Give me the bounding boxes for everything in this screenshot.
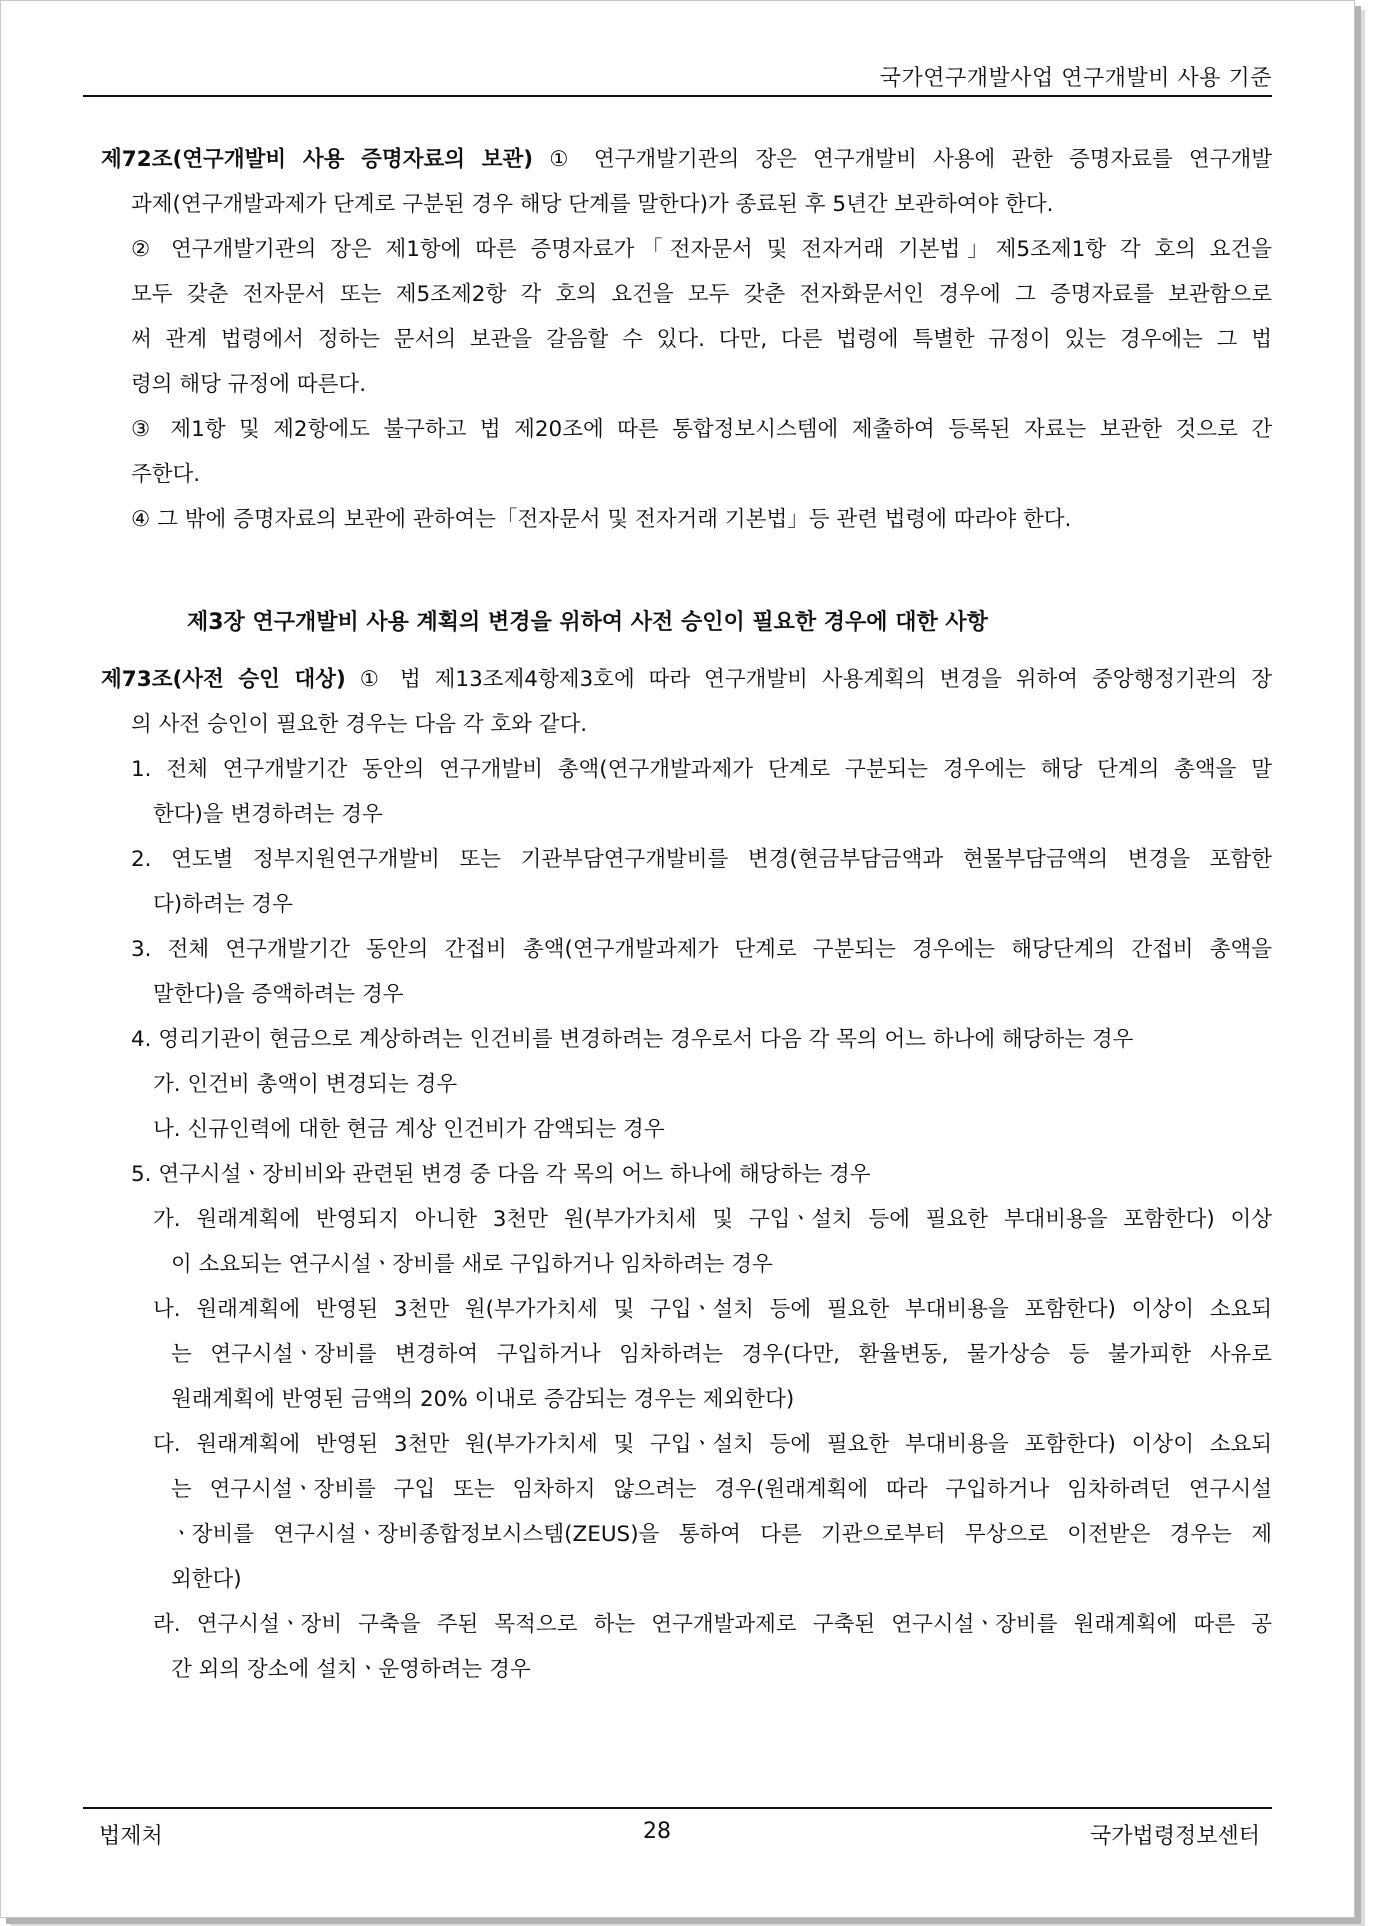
item-5-sub-da-line-3: ㆍ장비를 연구시설ㆍ장비종합정보시스템(ZEUS)을 통하여 다른 기관으로부터 무상으로 이전받은 경우는 제 bbox=[171, 1522, 1272, 1547]
item-1-line-1: 1. 전체 연구개발기간 동안의 연구개발비 총액(연구개발과제가 단계로 구분되는 경우에는 해당 단계의 총액을 말 bbox=[131, 757, 1272, 782]
item-4-line-1: 4. 영리기관이 현금으로 계상하려는 인건비를 변경하려는 경우로서 다음 각 목의 어느 하나에 해당하는 경우 bbox=[131, 1027, 1134, 1052]
item-5-sub-ga-line-2: 이 소요되는 연구시설ㆍ장비를 새로 구입하거나 임차하려는 경우 bbox=[171, 1252, 773, 1277]
item-5-sub-ra-line-2: 간 외의 장소에 설치ㆍ운영하려는 경우 bbox=[171, 1657, 531, 1682]
item-5-sub-da-line-2: 는 연구시설ㆍ장비를 구입 또는 임차하지 않으려는 경우(원래계획에 따라 구입하거나 임차하려던 연구시설 bbox=[171, 1477, 1272, 1502]
article-72-para-3-line-2: 주한다. bbox=[131, 462, 201, 487]
item-1-line-2: 한다)을 변경하려는 경우 bbox=[153, 802, 383, 827]
item-5-sub-ga-line-1: 가. 원래계획에 반영되지 아니한 3천만 원(부가가치세 및 구입ㆍ설치 등에 필요한 부대비용을 포함한다) 이상 bbox=[153, 1207, 1272, 1232]
item-2-line-2: 다)하려는 경우 bbox=[153, 892, 293, 917]
item-5-sub-ra-line-1: 라. 연구시설ㆍ장비 구축을 주된 목적으로 하는 연구개발과제로 구축된 연구시설ㆍ장비를 원래계획에 따른 공 bbox=[153, 1612, 1272, 1637]
item-5-sub-na-line-3: 원래계획에 반영된 금액의 20% 이내로 증감되는 경우는 제외한다) bbox=[171, 1387, 795, 1412]
footer-publisher: 법제처 bbox=[99, 1824, 163, 1849]
running-header: 국가연구개발사업 연구개발비 사용 기준 bbox=[879, 66, 1272, 91]
item-3-line-2: 말한다)을 증액하려는 경우 bbox=[153, 982, 404, 1007]
article-73-line-2: 의 사전 승인이 필요한 경우는 다음 각 호와 같다. bbox=[131, 712, 588, 737]
article-73-line-1: 제73조(사전 승인 대상) ① 법 제13조제4항제3호에 따라 연구개발비 사용계획의 변경을 위하여 중앙행정기관의 장 bbox=[101, 667, 1272, 692]
article-72-para-2-line-4: 령의 해당 규정에 따른다. bbox=[131, 372, 367, 397]
article-72-line-1: 제72조(연구개발비 사용 증명자료의 보관) ① 연구개발기관의 장은 연구개발비 사용에 관한 증명자료를 연구개발 bbox=[101, 147, 1272, 172]
footer-rule bbox=[83, 1807, 1272, 1809]
item-4-sub-ga: 가. 인건비 총액이 변경되는 경우 bbox=[153, 1072, 458, 1097]
article-72-para-3-line-1: ③ 제1항 및 제2항에도 불구하고 법 제20조에 따른 통합정보시스템에 제출하여 등록된 자료는 보관한 것으로 간 bbox=[131, 417, 1272, 442]
item-5-sub-da-line-1: 다. 원래계획에 반영된 3천만 원(부가가치세 및 구입ㆍ설치 등에 필요한 부대비용을 포함한다) 이상이 소요되 bbox=[153, 1432, 1272, 1457]
article-72-para-4-line-1: ④ 그 밖에 증명자료의 보관에 관하여는「전자문서 및 전자거래 기본법」등 관련 법령에 따라야 한다. bbox=[131, 507, 1072, 532]
article-73-heading: 제73조(사전 승인 대상) bbox=[101, 667, 346, 692]
footer-source: 국가법령정보센터 bbox=[1089, 1824, 1260, 1849]
chapter-3-title: 제3장 연구개발비 사용 계획의 변경을 위하여 사전 승인이 필요한 경우에 대한 사항 bbox=[187, 610, 988, 635]
article-72-line-2: 과제(연구개발과제가 단계로 구분된 경우 해당 단계를 말한다)가 종료된 후 5년간 보관하여야 한다. bbox=[131, 192, 1054, 217]
item-2-line-1: 2. 연도별 정부지원연구개발비 또는 기관부담연구개발비를 변경(현금부담금액과 현물부담금액의 변경을 포함한 bbox=[131, 847, 1272, 872]
document-body bbox=[101, 137, 1272, 1692]
item-4-sub-na: 나. 신규인력에 대한 현금 계상 인건비가 감액되는 경우 bbox=[153, 1117, 665, 1142]
item-5-sub-na-line-1: 나. 원래계획에 반영된 3천만 원(부가가치세 및 구입ㆍ설치 등에 필요한 부대비용을 포함한다) 이상이 소요되 bbox=[153, 1297, 1272, 1322]
article-72-para-2-line-1: ② 연구개발기관의 장은 제1항에 따른 증명자료가「전자문서 및 전자거래 기본법」제5조제1항 각 호의 요건을 bbox=[131, 237, 1272, 262]
item-3-line-1: 3. 전체 연구개발기간 동안의 간접비 총액(연구개발과제가 단계로 구분되는 경우에는 해당단계의 간접비 총액을 bbox=[131, 937, 1272, 962]
article-72-para-2-line-3: 써 관계 법령에서 정하는 문서의 보관을 갈음할 수 있다. 다만, 다른 법령에 특별한 규정이 있는 경우에는 그 법 bbox=[131, 327, 1272, 352]
article-72-heading: 제72조(연구개발비 사용 증명자료의 보관) bbox=[101, 147, 534, 172]
page-number: 28 bbox=[643, 1819, 671, 1844]
header-rule bbox=[83, 95, 1272, 97]
item-5-sub-na-line-2: 는 연구시설ㆍ장비를 변경하여 구입하거나 임차하려는 경우(다만, 환율변동, 물가상승 등 불가피한 사유로 bbox=[171, 1342, 1272, 1367]
item-5-sub-da-line-4: 외한다) bbox=[171, 1567, 242, 1592]
article-72-para-2-line-2: 모두 갖춘 전자문서 또는 제5조제2항 각 호의 요건을 모두 갖춘 전자화문서인 경우에 그 증명자료를 보관함으로 bbox=[131, 282, 1272, 307]
item-5-line-1: 5. 연구시설ㆍ장비비와 관련된 변경 중 다음 각 목의 어느 하나에 해당하는 경우 bbox=[131, 1162, 871, 1187]
